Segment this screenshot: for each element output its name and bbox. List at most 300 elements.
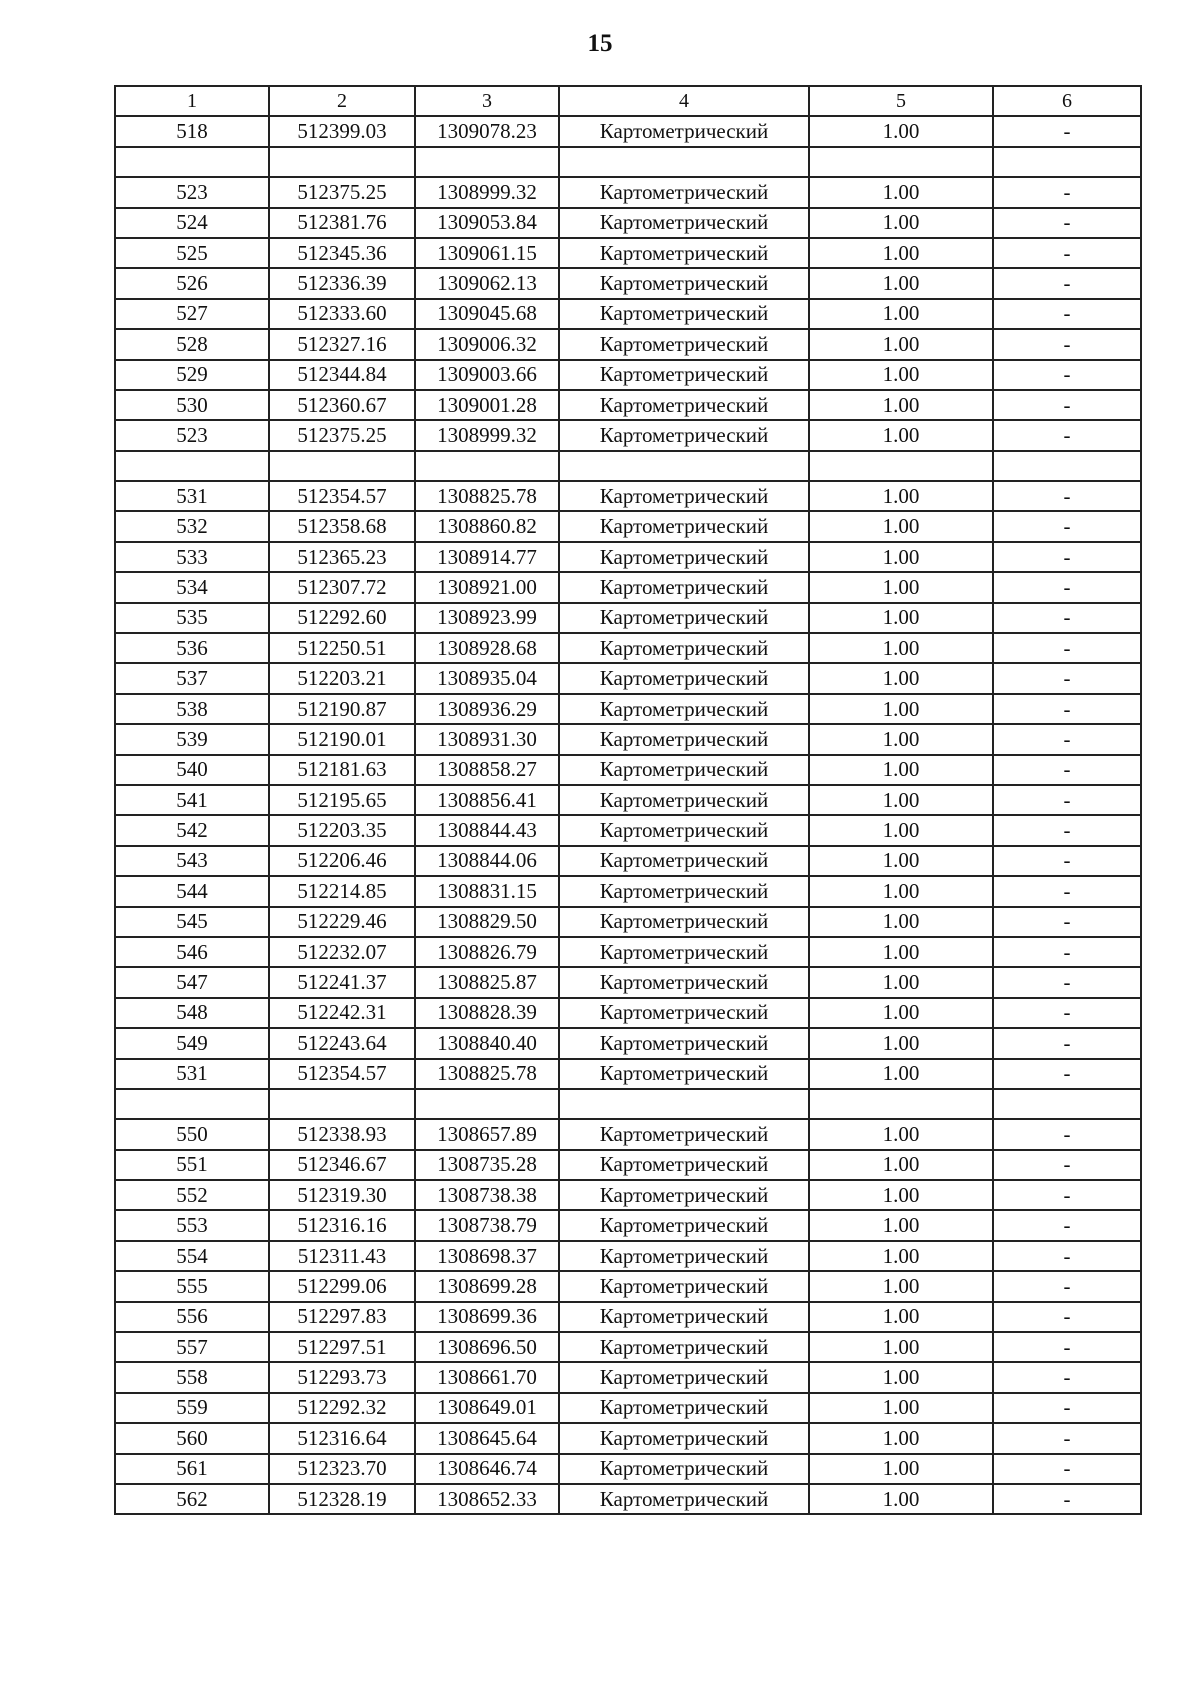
description-cell: -: [993, 1302, 1141, 1332]
y-coordinate-cell: 1308999.32: [415, 420, 559, 450]
method-cell: Картометрический: [559, 1454, 809, 1484]
point-number-cell: 533: [115, 542, 269, 572]
y-coordinate-cell: 1308661.70: [415, 1362, 559, 1392]
table-row: [115, 724, 1141, 754]
y-coordinate-cell: 1308825.78: [415, 481, 559, 511]
accuracy-cell: 1.00: [809, 481, 993, 511]
table-row: [115, 846, 1141, 876]
method-cell: Картометрический: [559, 329, 809, 359]
x-coordinate-cell: 512316.16: [269, 1210, 415, 1240]
y-coordinate-cell: 1308914.77: [415, 542, 559, 572]
table-row: [115, 937, 1141, 967]
table-row: [115, 1454, 1141, 1484]
table-row: [115, 329, 1141, 359]
x-coordinate-cell: 512327.16: [269, 329, 415, 359]
y-coordinate-cell: 1308844.43: [415, 815, 559, 845]
point-number-cell: 528: [115, 329, 269, 359]
description-cell: -: [993, 998, 1141, 1028]
description-cell: -: [993, 360, 1141, 390]
table-row: [115, 1028, 1141, 1058]
accuracy-cell: 1.00: [809, 208, 993, 238]
table-row: [115, 451, 1141, 481]
y-coordinate-cell: 1308828.39: [415, 998, 559, 1028]
y-coordinate-cell: 1308921.00: [415, 572, 559, 602]
table-row: [115, 360, 1141, 390]
accuracy-cell: 1.00: [809, 572, 993, 602]
table-row: [115, 481, 1141, 511]
method-cell: Картометрический: [559, 967, 809, 997]
point-number-cell: 547: [115, 967, 269, 997]
accuracy-cell: 1.00: [809, 268, 993, 298]
method-cell: Картометрический: [559, 937, 809, 967]
accuracy-cell: 1.00: [809, 603, 993, 633]
point-number-cell: 554: [115, 1241, 269, 1271]
method-cell: Картометрический: [559, 1150, 809, 1180]
accuracy-cell: 1.00: [809, 1393, 993, 1423]
point-number-cell: 544: [115, 876, 269, 906]
x-coordinate-cell: 512250.51: [269, 633, 415, 663]
accuracy-cell: 1.00: [809, 1332, 993, 1362]
description-cell: -: [993, 572, 1141, 602]
point-number-cell: 518: [115, 116, 269, 146]
y-coordinate-cell: 1309006.32: [415, 329, 559, 359]
table-row: [115, 876, 1141, 906]
x-coordinate-cell: 512293.73: [269, 1362, 415, 1392]
table-row: [115, 1484, 1141, 1514]
table-row: [115, 998, 1141, 1028]
table-row: [115, 1332, 1141, 1362]
x-coordinate-cell: 512203.35: [269, 815, 415, 845]
table-header: [115, 86, 1141, 116]
point-number-cell: 548: [115, 998, 269, 1028]
point-number-cell: 531: [115, 481, 269, 511]
accuracy-cell: 1.00: [809, 177, 993, 207]
point-number-cell: [115, 451, 269, 481]
y-coordinate-cell: 1308698.37: [415, 1241, 559, 1271]
description-cell: [993, 1089, 1141, 1119]
table-row: [115, 177, 1141, 207]
accuracy-cell: 1.00: [809, 511, 993, 541]
description-cell: [993, 147, 1141, 177]
description-cell: -: [993, 633, 1141, 663]
point-number-cell: 543: [115, 846, 269, 876]
accuracy-cell: 1.00: [809, 1362, 993, 1392]
x-coordinate-cell: 512399.03: [269, 116, 415, 146]
method-cell: Картометрический: [559, 1180, 809, 1210]
y-coordinate-cell: 1308649.01: [415, 1393, 559, 1423]
point-number-cell: 538: [115, 694, 269, 724]
y-coordinate-cell: 1308935.04: [415, 663, 559, 693]
accuracy-cell: 1.00: [809, 329, 993, 359]
y-coordinate-cell: 1308699.36: [415, 1302, 559, 1332]
point-number-cell: 523: [115, 177, 269, 207]
table-row: [115, 815, 1141, 845]
x-coordinate-cell: 512297.51: [269, 1332, 415, 1362]
y-coordinate-cell: 1309053.84: [415, 208, 559, 238]
accuracy-cell: 1.00: [809, 694, 993, 724]
table-row: [115, 967, 1141, 997]
coordinates-table: [114, 85, 1142, 1515]
point-number-cell: 559: [115, 1393, 269, 1423]
y-coordinate-cell: 1308825.78: [415, 1059, 559, 1089]
y-coordinate-cell: 1308831.15: [415, 876, 559, 906]
y-coordinate-cell: 1308825.87: [415, 967, 559, 997]
x-coordinate-cell: 512328.19: [269, 1484, 415, 1514]
table-row: [115, 603, 1141, 633]
point-number-cell: 553: [115, 1210, 269, 1240]
description-cell: -: [993, 1362, 1141, 1392]
header-cell-4: 4: [559, 86, 809, 116]
description-cell: -: [993, 1150, 1141, 1180]
accuracy-cell: 1.00: [809, 755, 993, 785]
y-coordinate-cell: 1308738.38: [415, 1180, 559, 1210]
description-cell: -: [993, 1271, 1141, 1301]
point-number-cell: 539: [115, 724, 269, 754]
description-cell: -: [993, 603, 1141, 633]
accuracy-cell: 1.00: [809, 116, 993, 146]
x-coordinate-cell: [269, 1089, 415, 1119]
method-cell: Картометрический: [559, 1302, 809, 1332]
table-row: [115, 1302, 1141, 1332]
accuracy-cell: 1.00: [809, 360, 993, 390]
table-body: [115, 116, 1141, 1514]
table-row: [115, 755, 1141, 785]
accuracy-cell: 1.00: [809, 876, 993, 906]
description-cell: -: [993, 1180, 1141, 1210]
description-cell: -: [993, 116, 1141, 146]
description-cell: -: [993, 785, 1141, 815]
y-coordinate-cell: 1308928.68: [415, 633, 559, 663]
header-cell-2: 2: [269, 86, 415, 116]
accuracy-cell: 1.00: [809, 1423, 993, 1453]
header-cell-3: 3: [415, 86, 559, 116]
method-cell: Картометрический: [559, 694, 809, 724]
point-number-cell: 556: [115, 1302, 269, 1332]
x-coordinate-cell: 512243.64: [269, 1028, 415, 1058]
table-row: [115, 1150, 1141, 1180]
x-coordinate-cell: 512190.01: [269, 724, 415, 754]
y-coordinate-cell: 1308738.79: [415, 1210, 559, 1240]
x-coordinate-cell: 512338.93: [269, 1119, 415, 1149]
accuracy-cell: [809, 451, 993, 481]
point-number-cell: 562: [115, 1484, 269, 1514]
y-coordinate-cell: 1308645.64: [415, 1423, 559, 1453]
point-number-cell: [115, 147, 269, 177]
x-coordinate-cell: 512232.07: [269, 937, 415, 967]
y-coordinate-cell: 1308840.40: [415, 1028, 559, 1058]
description-cell: -: [993, 663, 1141, 693]
method-cell: Картометрический: [559, 238, 809, 268]
y-coordinate-cell: 1308860.82: [415, 511, 559, 541]
point-number-cell: 524: [115, 208, 269, 238]
x-coordinate-cell: 512181.63: [269, 755, 415, 785]
description-cell: -: [993, 1241, 1141, 1271]
table-row: [115, 420, 1141, 450]
description-cell: -: [993, 815, 1141, 845]
accuracy-cell: 1.00: [809, 1271, 993, 1301]
method-cell: Картометрический: [559, 846, 809, 876]
x-coordinate-cell: 512292.32: [269, 1393, 415, 1423]
point-number-cell: 529: [115, 360, 269, 390]
description-cell: -: [993, 937, 1141, 967]
accuracy-cell: 1.00: [809, 1119, 993, 1149]
point-number-cell: 551: [115, 1150, 269, 1180]
x-coordinate-cell: 512354.57: [269, 481, 415, 511]
table-row: [115, 1271, 1141, 1301]
y-coordinate-cell: 1309061.15: [415, 238, 559, 268]
point-number-cell: 536: [115, 633, 269, 663]
table-row: [115, 299, 1141, 329]
accuracy-cell: 1.00: [809, 907, 993, 937]
method-cell: Картометрический: [559, 1332, 809, 1362]
method-cell: Картометрический: [559, 390, 809, 420]
y-coordinate-cell: [415, 147, 559, 177]
description-cell: [993, 451, 1141, 481]
method-cell: Картометрический: [559, 116, 809, 146]
table-row: [115, 1362, 1141, 1392]
y-coordinate-cell: 1309062.13: [415, 268, 559, 298]
point-number-cell: 532: [115, 511, 269, 541]
table-row: [115, 1241, 1141, 1271]
accuracy-cell: 1.00: [809, 1302, 993, 1332]
y-coordinate-cell: 1308999.32: [415, 177, 559, 207]
point-number-cell: 542: [115, 815, 269, 845]
x-coordinate-cell: 512319.30: [269, 1180, 415, 1210]
x-coordinate-cell: 512297.83: [269, 1302, 415, 1332]
description-cell: -: [993, 724, 1141, 754]
description-cell: -: [993, 481, 1141, 511]
x-coordinate-cell: 512206.46: [269, 846, 415, 876]
point-number-cell: 555: [115, 1271, 269, 1301]
x-coordinate-cell: 512214.85: [269, 876, 415, 906]
point-number-cell: 552: [115, 1180, 269, 1210]
description-cell: -: [993, 238, 1141, 268]
y-coordinate-cell: 1309001.28: [415, 390, 559, 420]
description-cell: -: [993, 268, 1141, 298]
method-cell: Картометрический: [559, 907, 809, 937]
description-cell: -: [993, 1059, 1141, 1089]
method-cell: Картометрический: [559, 755, 809, 785]
method-cell: Картометрический: [559, 420, 809, 450]
accuracy-cell: 1.00: [809, 238, 993, 268]
method-cell: Картометрический: [559, 663, 809, 693]
description-cell: -: [993, 1332, 1141, 1362]
point-number-cell: 545: [115, 907, 269, 937]
table-row: [115, 208, 1141, 238]
table-row: [115, 542, 1141, 572]
method-cell: Картометрический: [559, 481, 809, 511]
point-number-cell: 531: [115, 1059, 269, 1089]
accuracy-cell: 1.00: [809, 815, 993, 845]
method-cell: Картометрический: [559, 1241, 809, 1271]
x-coordinate-cell: 512345.36: [269, 238, 415, 268]
x-coordinate-cell: 512307.72: [269, 572, 415, 602]
table-row: [115, 1119, 1141, 1149]
accuracy-cell: 1.00: [809, 1059, 993, 1089]
description-cell: -: [993, 1454, 1141, 1484]
description-cell: -: [993, 299, 1141, 329]
accuracy-cell: 1.00: [809, 663, 993, 693]
accuracy-cell: 1.00: [809, 785, 993, 815]
x-coordinate-cell: 512323.70: [269, 1454, 415, 1484]
table-row: [115, 785, 1141, 815]
description-cell: -: [993, 542, 1141, 572]
x-coordinate-cell: 512333.60: [269, 299, 415, 329]
method-cell: Картометрический: [559, 603, 809, 633]
point-number-cell: 550: [115, 1119, 269, 1149]
table-row: [115, 147, 1141, 177]
point-number-cell: 546: [115, 937, 269, 967]
x-coordinate-cell: 512336.39: [269, 268, 415, 298]
method-cell: Картометрический: [559, 1059, 809, 1089]
method-cell: Картометрический: [559, 724, 809, 754]
accuracy-cell: 1.00: [809, 542, 993, 572]
y-coordinate-cell: 1309045.68: [415, 299, 559, 329]
method-cell: Картометрический: [559, 1423, 809, 1453]
description-cell: -: [993, 420, 1141, 450]
description-cell: -: [993, 208, 1141, 238]
y-coordinate-cell: 1309003.66: [415, 360, 559, 390]
x-coordinate-cell: 512241.37: [269, 967, 415, 997]
x-coordinate-cell: 512381.76: [269, 208, 415, 238]
y-coordinate-cell: 1308936.29: [415, 694, 559, 724]
method-cell: Картометрический: [559, 299, 809, 329]
description-cell: -: [993, 1484, 1141, 1514]
point-number-cell: 530: [115, 390, 269, 420]
description-cell: -: [993, 1119, 1141, 1149]
table-row: [115, 1059, 1141, 1089]
table-row: [115, 1423, 1141, 1453]
accuracy-cell: [809, 147, 993, 177]
x-coordinate-cell: 512195.65: [269, 785, 415, 815]
y-coordinate-cell: 1308657.89: [415, 1119, 559, 1149]
table-row: [115, 907, 1141, 937]
method-cell: Картометрический: [559, 1271, 809, 1301]
table-row: [115, 116, 1141, 146]
method-cell: Картометрический: [559, 998, 809, 1028]
accuracy-cell: 1.00: [809, 1454, 993, 1484]
point-number-cell: 561: [115, 1454, 269, 1484]
header-row: [115, 86, 1141, 116]
accuracy-cell: 1.00: [809, 1484, 993, 1514]
y-coordinate-cell: 1308923.99: [415, 603, 559, 633]
x-coordinate-cell: 512360.67: [269, 390, 415, 420]
y-coordinate-cell: 1308931.30: [415, 724, 559, 754]
y-coordinate-cell: 1308829.50: [415, 907, 559, 937]
accuracy-cell: [809, 1089, 993, 1119]
description-cell: -: [993, 876, 1141, 906]
table-row: [115, 663, 1141, 693]
method-cell: [559, 451, 809, 481]
x-coordinate-cell: 512190.87: [269, 694, 415, 724]
description-cell: -: [993, 907, 1141, 937]
point-number-cell: 558: [115, 1362, 269, 1392]
accuracy-cell: 1.00: [809, 390, 993, 420]
point-number-cell: 537: [115, 663, 269, 693]
point-number-cell: 557: [115, 1332, 269, 1362]
point-number-cell: 541: [115, 785, 269, 815]
description-cell: -: [993, 511, 1141, 541]
header-cell-6: 6: [993, 86, 1141, 116]
method-cell: Картометрический: [559, 633, 809, 663]
method-cell: Картометрический: [559, 1119, 809, 1149]
point-number-cell: 535: [115, 603, 269, 633]
x-coordinate-cell: 512311.43: [269, 1241, 415, 1271]
description-cell: -: [993, 694, 1141, 724]
x-coordinate-cell: 512316.64: [269, 1423, 415, 1453]
page-number: 15: [587, 30, 613, 57]
accuracy-cell: 1.00: [809, 1028, 993, 1058]
y-coordinate-cell: 1308858.27: [415, 755, 559, 785]
accuracy-cell: 1.00: [809, 420, 993, 450]
y-coordinate-cell: 1308646.74: [415, 1454, 559, 1484]
point-number-cell: 525: [115, 238, 269, 268]
x-coordinate-cell: 512375.25: [269, 420, 415, 450]
accuracy-cell: 1.00: [809, 937, 993, 967]
y-coordinate-cell: 1308735.28: [415, 1150, 559, 1180]
table-row: [115, 1210, 1141, 1240]
x-coordinate-cell: 512346.67: [269, 1150, 415, 1180]
point-number-cell: 527: [115, 299, 269, 329]
accuracy-cell: 1.00: [809, 724, 993, 754]
method-cell: Картометрический: [559, 785, 809, 815]
point-number-cell: [115, 1089, 269, 1119]
table-row: [115, 238, 1141, 268]
description-cell: -: [993, 329, 1141, 359]
point-number-cell: 534: [115, 572, 269, 602]
description-cell: -: [993, 1423, 1141, 1453]
description-cell: -: [993, 177, 1141, 207]
table-row: [115, 268, 1141, 298]
accuracy-cell: 1.00: [809, 1241, 993, 1271]
method-cell: Картометрический: [559, 542, 809, 572]
accuracy-cell: 1.00: [809, 1180, 993, 1210]
y-coordinate-cell: 1308696.50: [415, 1332, 559, 1362]
x-coordinate-cell: 512292.60: [269, 603, 415, 633]
point-number-cell: 540: [115, 755, 269, 785]
table-row: [115, 390, 1141, 420]
method-cell: Картометрический: [559, 177, 809, 207]
table-row: [115, 511, 1141, 541]
x-coordinate-cell: 512299.06: [269, 1271, 415, 1301]
y-coordinate-cell: 1308856.41: [415, 785, 559, 815]
y-coordinate-cell: [415, 451, 559, 481]
header-cell-1: 1: [115, 86, 269, 116]
point-number-cell: 523: [115, 420, 269, 450]
y-coordinate-cell: 1308826.79: [415, 937, 559, 967]
accuracy-cell: 1.00: [809, 846, 993, 876]
description-cell: -: [993, 1210, 1141, 1240]
method-cell: Картометрический: [559, 511, 809, 541]
y-coordinate-cell: 1309078.23: [415, 116, 559, 146]
accuracy-cell: 1.00: [809, 299, 993, 329]
description-cell: -: [993, 755, 1141, 785]
description-cell: -: [993, 1028, 1141, 1058]
point-number-cell: 549: [115, 1028, 269, 1058]
description-cell: -: [993, 846, 1141, 876]
accuracy-cell: 1.00: [809, 998, 993, 1028]
method-cell: Картометрический: [559, 1362, 809, 1392]
method-cell: Картометрический: [559, 360, 809, 390]
table-row: [115, 1089, 1141, 1119]
x-coordinate-cell: 512358.68: [269, 511, 415, 541]
y-coordinate-cell: 1308844.06: [415, 846, 559, 876]
method-cell: Картометрический: [559, 208, 809, 238]
point-number-cell: 526: [115, 268, 269, 298]
table-row: [115, 1393, 1141, 1423]
table-row: [115, 633, 1141, 663]
y-coordinate-cell: 1308652.33: [415, 1484, 559, 1514]
